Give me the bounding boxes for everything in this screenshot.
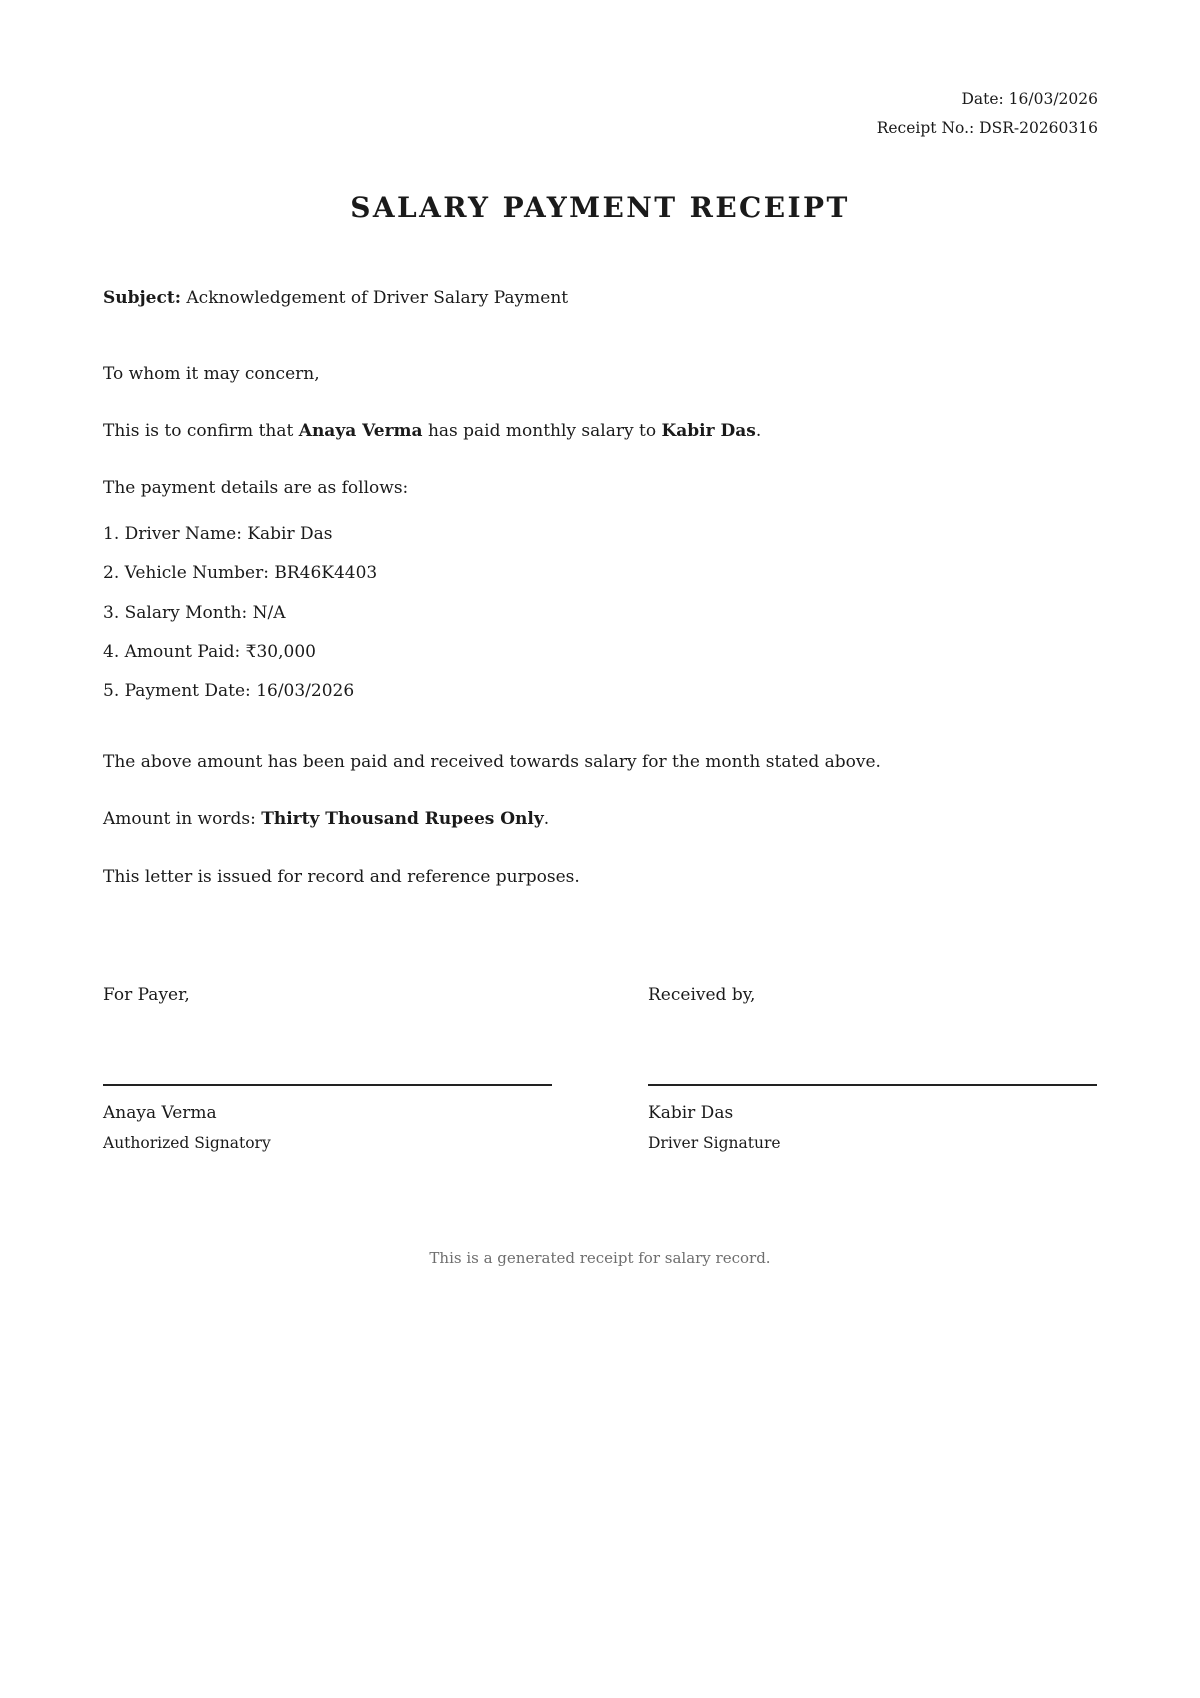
confirmation-suffix: . — [755, 421, 762, 441]
confirmation-paragraph — [103, 421, 761, 441]
confirmation-prefix: This is to confirm that — [103, 421, 294, 441]
receiver-role: Driver Signature — [648, 1134, 781, 1152]
receiver-signature-line — [648, 1084, 1097, 1086]
payee-name: Kabir Das — [661, 421, 756, 441]
payer-name-signature: Anaya Verma — [103, 1103, 217, 1123]
purpose-paragraph: This letter is issued for record and reference purposes. — [103, 867, 580, 887]
receiver-heading: Received by, — [648, 985, 756, 1005]
document-title: SALARY PAYMENT RECEIPT — [350, 191, 850, 224]
payer-name: Anaya Verma — [298, 421, 423, 441]
detail-vehicle-number: 2. Vehicle Number: BR46K4403 — [103, 563, 378, 583]
amount-words-suffix: . — [543, 809, 550, 829]
subject-label: Subject: — [103, 288, 181, 308]
subject-line — [103, 288, 568, 308]
payer-heading: For Payer, — [103, 985, 190, 1005]
payer-role: Authorized Signatory — [103, 1134, 271, 1152]
salutation: To whom it may concern, — [103, 364, 320, 384]
subject-text: Acknowledgement of Driver Salary Payment — [186, 288, 569, 308]
amount-in-words — [103, 809, 549, 829]
amount-words-label: Amount in words: — [103, 809, 256, 829]
receiver-name-signature: Kabir Das — [648, 1103, 734, 1123]
detail-amount-paid: 4. Amount Paid: ₹30,000 — [103, 642, 316, 662]
footer-note: This is a generated receipt for salary record. — [429, 1249, 771, 1267]
receipt-date: Date: 16/03/2026 — [961, 90, 1098, 108]
payer-signature-line — [103, 1084, 552, 1086]
receipt-number: Receipt No.: DSR-20260316 — [876, 119, 1098, 137]
details-intro: The payment details are as follows: — [103, 478, 409, 498]
amount-words-value: Thirty Thousand Rupees Only — [261, 809, 544, 829]
detail-driver-name: 1. Driver Name: Kabir Das — [103, 524, 333, 544]
statement-paragraph: The above amount has been paid and received towards salary for the month stated above. — [103, 752, 881, 772]
detail-salary-month: 3. Salary Month: N/A — [103, 603, 286, 623]
detail-payment-date: 5. Payment Date: 16/03/2026 — [103, 681, 355, 701]
confirmation-middle: has paid monthly salary to — [427, 421, 657, 441]
